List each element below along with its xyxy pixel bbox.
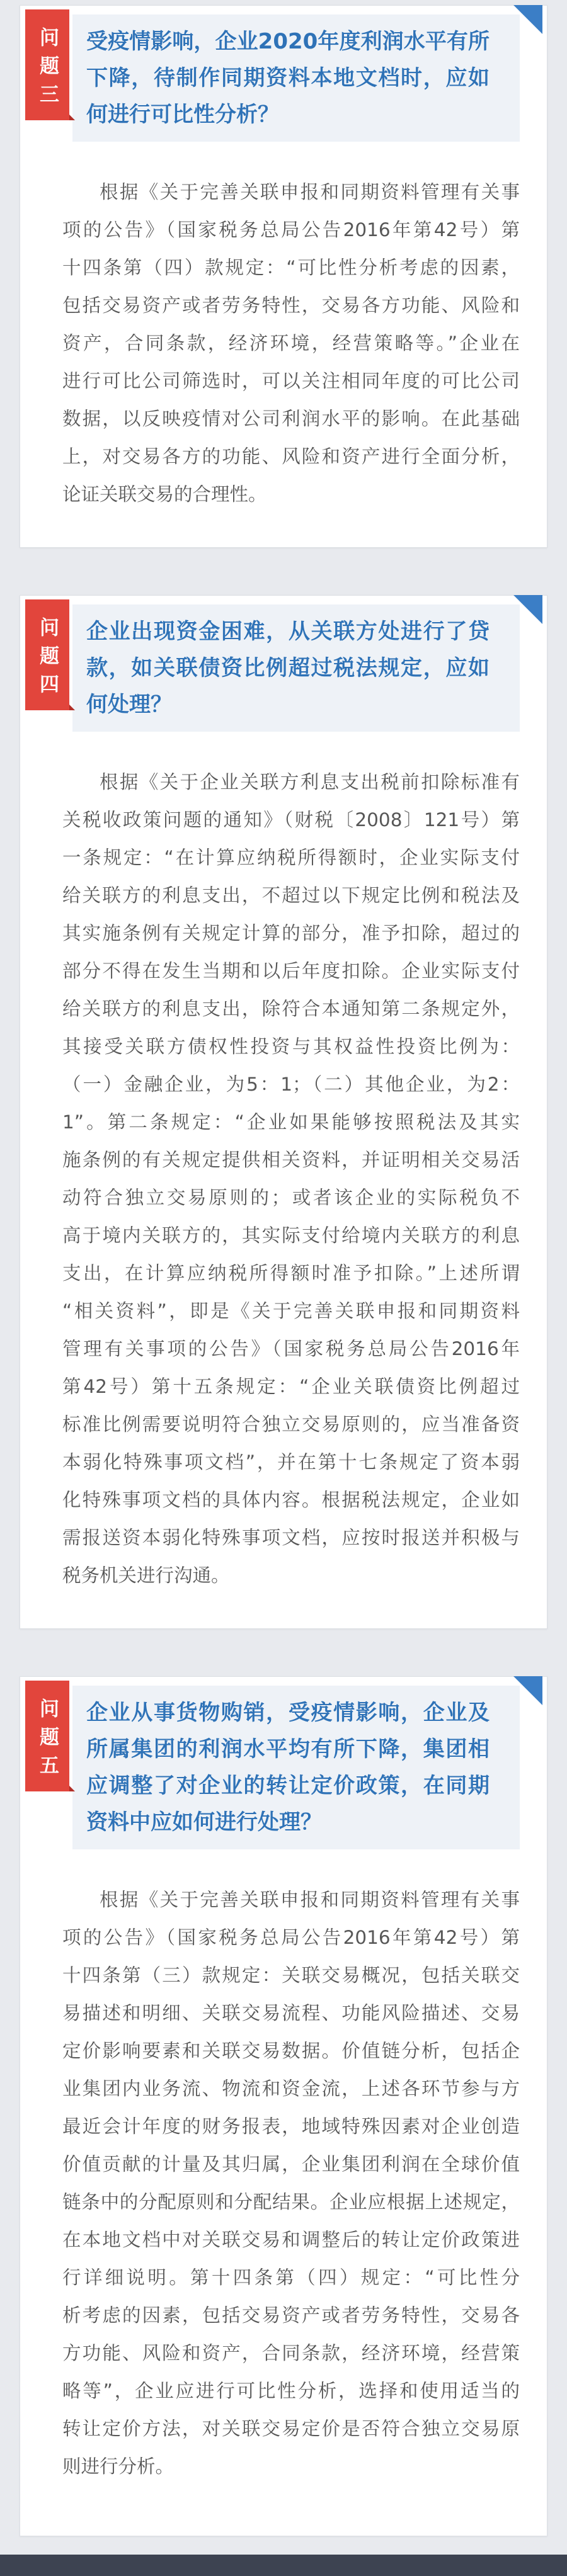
question-line: 所属集团的利润水平均有所下降，集团相: [86, 1737, 490, 1762]
question-tag: [25, 599, 69, 710]
answer-line: 转让定价方法，对关联交易定价是否符合独立交易原: [62, 2418, 520, 2439]
question-tag-label: 问题五: [36, 1698, 59, 1783]
answer-line: 第42号）第十五条规定：“企业关联债资比例超过: [62, 1376, 520, 1397]
answer-line: 十四条第（四）款规定：“可比性分析考虑的因素，: [62, 257, 520, 278]
answer-line: 在本地文档中对关联交易和调整后的转让定价政策进: [62, 2229, 520, 2250]
answer-line: 关税收政策问题的通知》（财税〔2008〕121号）第: [62, 809, 520, 831]
answer-line: 析考虑的因素，包括交易资产或者劳务特性，交易各: [62, 2305, 520, 2326]
question-tag: [25, 1681, 69, 1791]
question-tag-label: 问题三: [36, 26, 59, 112]
question-line: 应调整了对企业的转让定价政策，在同期: [86, 1773, 490, 1798]
question-line: 款，如关联债资比例超过税法规定，应如: [86, 655, 490, 681]
answer-line: 则进行分析。: [62, 2456, 175, 2477]
question-header: [72, 1686, 520, 1849]
answer-line: 方功能、风险和资产，合同条款，经济环境，经营策: [62, 2342, 520, 2364]
corner-triangle-icon: [513, 595, 542, 624]
answer-line: 项的公告》（国家税务总局公告2016年第42号）第: [62, 1927, 520, 1948]
answer-line: 部分不得在发生当期和以后年度扣除。企业实际支付: [62, 960, 520, 982]
answer-line: 1”。第二条规定：“企业如果能够按照税法及其实: [62, 1111, 520, 1133]
answer-line: 略等”，企业应进行可比性分析，选择和使用适当的: [62, 2380, 520, 2402]
answer-line: 标准比例需要说明符合独立交易原则的，应当准备资: [62, 1414, 520, 1435]
answer-line: 其实施条例有关规定计算的部分，准予扣除，超过的: [62, 922, 520, 944]
answer-line: 根据《关于企业关联方利息支出税前扣除标准有: [100, 771, 520, 793]
answer-line: 链条中的分配原则和分配结果。企业应根据上述规定，: [62, 2191, 520, 2213]
answer-line: 数据，以反映疫情对公司利润水平的影响。在此基础: [62, 408, 520, 429]
answer-line: 其接受关联方债权性投资与其权益性投资比例为：: [62, 1036, 520, 1057]
question-line: 企业出现资金困难，从关联方处进行了贷: [86, 619, 490, 644]
answer-body: [62, 173, 520, 513]
answer-line: （一）金融企业，为5：1；（二）其他企业，为2：: [62, 1074, 520, 1095]
answer-body: [62, 763, 520, 1594]
question-tag-label: 问题四: [36, 616, 59, 702]
question-line: 企业从事货物购销，受疫情影响，企业及: [86, 1700, 490, 1725]
answer-line: 价值贡献的计量及其归属，企业集团利润在全球价值: [62, 2153, 520, 2175]
answer-line: 需报送资本弱化特殊事项文档，应按时报送并积极与: [62, 1527, 520, 1548]
answer-line: 化特殊事项文档的具体内容。根据税法规定，企业如: [62, 1489, 520, 1511]
answer-line: 一条规定：“在计算应纳税所得额时，企业实际支付: [62, 847, 520, 868]
answer-line: 给关联方的利息支出，不超过以下规定比例和税法及: [62, 885, 520, 906]
answer-line: 动符合独立交易原则的；或者该企业的实际税负不: [62, 1187, 520, 1208]
answer-line: 施条例的有关规定提供相关资料，并证明相关交易活: [62, 1149, 520, 1171]
answer-line: 项的公告》（国家税务总局公告2016年第42号）第: [62, 219, 520, 241]
answer-line: 支出，在计算应纳税所得额时准予扣除。”上述所谓: [62, 1262, 520, 1284]
question-line: 下降，待制作同期资料本地文档时，应如: [86, 65, 490, 91]
answer-line: 给关联方的利息支出，除符合本通知第二条规定外，: [62, 998, 520, 1019]
bottom-bar: [0, 2555, 567, 2576]
question-line: 受疫情影响，企业2020年度利润水平有所: [86, 29, 490, 54]
question-header: [72, 14, 520, 142]
question-line: 资料中应如何进行处理？: [86, 1810, 322, 1835]
answer-line: 易描述和明细、关联交易流程、功能风险描述、交易: [62, 2002, 520, 2024]
answer-line: 资产，合同条款，经济环境，经营策略等。”企业在: [62, 332, 520, 354]
answer-line: 定价影响要素和关联交易数据。价值链分析，包括企: [62, 2040, 520, 2062]
answer-line: 税务机关进行沟通。: [62, 1565, 230, 1586]
answer-line: 业集团内业务流、物流和资金流，上述各环节参与方: [62, 2078, 520, 2099]
answer-line: 进行可比公司筛选时，可以关注相同年度的可比公司: [62, 370, 520, 392]
corner-triangle-icon: [513, 5, 542, 34]
answer-line: 包括交易资产或者劳务特性，交易各方功能、风险和: [62, 295, 520, 316]
answer-line: 论证关联交易的合理性。: [62, 484, 267, 505]
answer-line: 管理有关事项的公告》（国家税务总局公告2016年: [62, 1338, 520, 1359]
question-line: 何进行可比性分析？: [86, 102, 279, 127]
question-card-3: [20, 5, 547, 548]
question-card-4: [20, 595, 547, 1629]
answer-line: “相关资料”，即是《关于完善关联申报和同期资料: [62, 1300, 520, 1322]
corner-triangle-icon: [513, 1676, 542, 1705]
answer-body: [62, 1881, 520, 2485]
answer-line: 根据《关于完善关联申报和同期资料管理有关事: [100, 1889, 520, 1910]
question-line: 何处理？: [86, 692, 172, 717]
answer-line: 本弱化特殊事项文档”，并在第十七条规定了资本弱: [62, 1451, 520, 1473]
answer-line: 十四条第（三）款规定：关联交易概况，包括关联交: [62, 1965, 520, 1986]
question-header: [72, 604, 520, 732]
answer-line: 上，对交易各方的功能、风险和资产进行全面分析，: [62, 446, 520, 467]
answer-line: 行详细说明。第十四条第（四）规定：“可比性分: [62, 2267, 520, 2288]
question-card-5: [20, 1676, 547, 2536]
answer-line: 最近会计年度的财务报表，地域特殊因素对企业创造: [62, 2116, 520, 2137]
answer-line: 根据《关于完善关联申报和同期资料管理有关事: [100, 181, 520, 203]
answer-line: 高于境内关联方的，其实际支付给境内关联方的利息: [62, 1225, 520, 1246]
question-tag: [25, 9, 69, 120]
